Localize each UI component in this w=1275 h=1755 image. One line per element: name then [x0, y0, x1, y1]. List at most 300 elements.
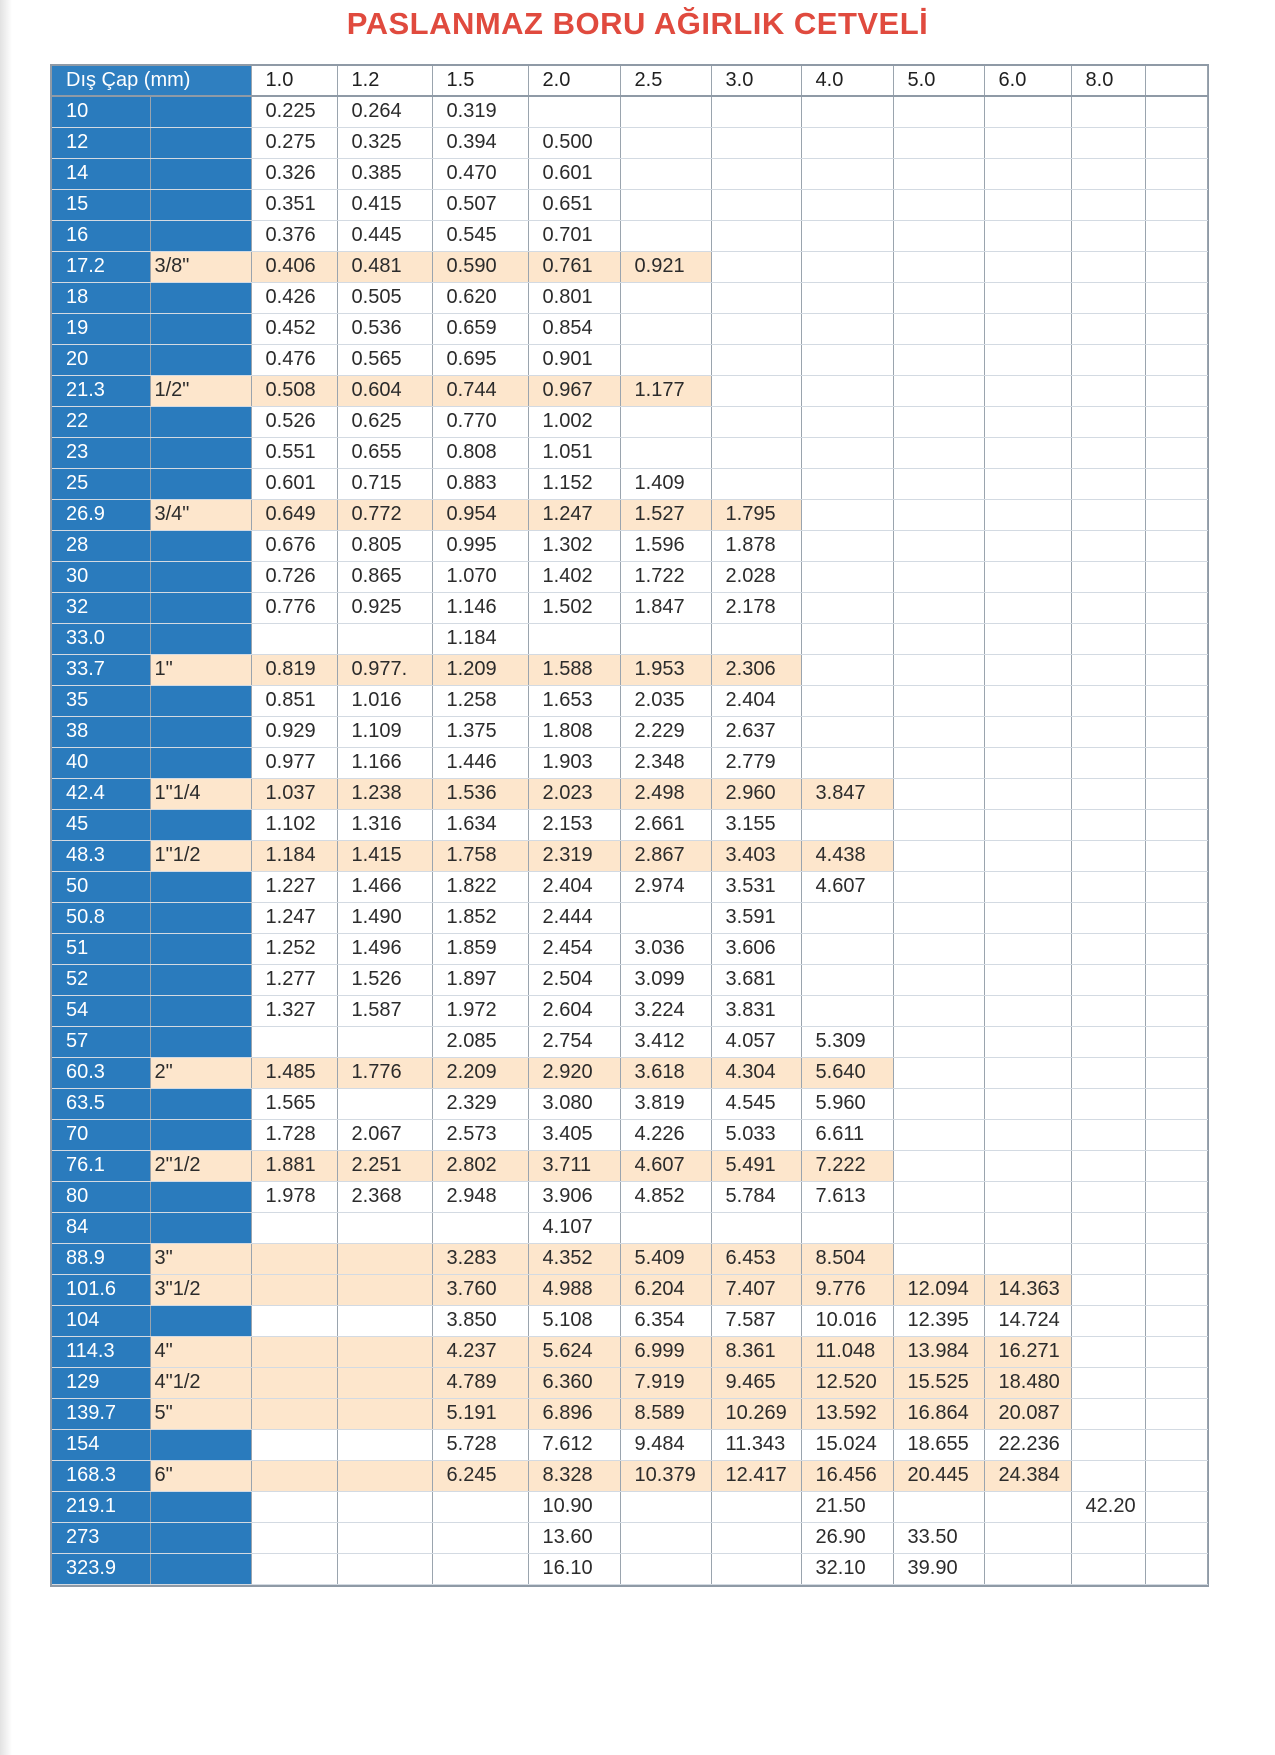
weight-cell	[801, 654, 893, 685]
weight-cell	[337, 1336, 432, 1367]
table-row	[52, 685, 1207, 716]
weight-cell	[1145, 902, 1207, 933]
weight-cell: 1.634	[432, 809, 528, 840]
weight-cell: 1.758	[432, 840, 528, 871]
header-thickness	[1145, 66, 1207, 96]
weight-cell	[1145, 1429, 1207, 1460]
weight-cell: 15.525	[893, 1367, 984, 1398]
weight-cell: 3.618	[620, 1057, 711, 1088]
outer-diameter-cell: 19	[52, 313, 150, 344]
weight-cell: 0.551	[251, 437, 337, 468]
weight-cell	[893, 840, 984, 871]
weight-cell: 0.601	[528, 158, 620, 189]
weight-cell	[432, 1522, 528, 1553]
inch-size-cell	[150, 1491, 251, 1522]
weight-cell	[801, 1212, 893, 1243]
weight-cell	[984, 282, 1071, 313]
weight-cell	[893, 933, 984, 964]
weight-cell	[337, 1274, 432, 1305]
table-row	[52, 995, 1207, 1026]
table-row	[52, 840, 1207, 871]
weight-cell: 1.903	[528, 747, 620, 778]
inch-size-cell	[150, 1026, 251, 1057]
outer-diameter-cell: 17.2	[52, 251, 150, 282]
weight-cell: 6.453	[711, 1243, 801, 1274]
weight-cell	[711, 468, 801, 499]
weight-cell	[984, 902, 1071, 933]
weight-cell: 5.033	[711, 1119, 801, 1150]
weight-cell: 5.728	[432, 1429, 528, 1460]
weight-cell: 3.403	[711, 840, 801, 871]
weight-cell	[620, 1522, 711, 1553]
weight-cell	[620, 1553, 711, 1584]
weight-cell	[1071, 220, 1145, 251]
weight-cell	[1145, 1460, 1207, 1491]
weight-cell	[801, 995, 893, 1026]
weight-cell: 14.363	[984, 1274, 1071, 1305]
weight-cell	[1145, 313, 1207, 344]
weight-cell: 24.384	[984, 1460, 1071, 1491]
weight-cell: 1.302	[528, 530, 620, 561]
weight-cell: 1.037	[251, 778, 337, 809]
inch-size-cell	[150, 1181, 251, 1212]
weight-cell: 0.805	[337, 530, 432, 561]
weight-cell	[984, 127, 1071, 158]
outer-diameter-cell: 168.3	[52, 1460, 150, 1491]
weight-cell: 3.224	[620, 995, 711, 1026]
weight-cell: 14.724	[984, 1305, 1071, 1336]
weight-cell: 0.659	[432, 313, 528, 344]
weight-cell	[984, 995, 1071, 1026]
weight-cell	[801, 127, 893, 158]
weight-cell: 0.649	[251, 499, 337, 530]
weight-cell: 1.402	[528, 561, 620, 592]
inch-size-cell: 2"1/2	[150, 1150, 251, 1181]
inch-size-cell	[150, 1429, 251, 1460]
weight-cell: 12.417	[711, 1460, 801, 1491]
weight-cell	[432, 1553, 528, 1584]
table-row	[52, 344, 1207, 375]
weight-cell	[893, 437, 984, 468]
weight-cell	[1145, 995, 1207, 1026]
outer-diameter-cell: 32	[52, 592, 150, 623]
weight-cell	[337, 1367, 432, 1398]
weight-cell	[251, 1026, 337, 1057]
weight-cell: 0.601	[251, 468, 337, 499]
outer-diameter-cell: 219.1	[52, 1491, 150, 1522]
weight-cell	[1071, 1305, 1145, 1336]
weight-cell	[893, 96, 984, 127]
table-row	[52, 1305, 1207, 1336]
table-row	[52, 251, 1207, 282]
outer-diameter-cell: 12	[52, 127, 150, 158]
weight-cell: 13.592	[801, 1398, 893, 1429]
inch-size-cell: 3"1/2	[150, 1274, 251, 1305]
weight-cell	[620, 282, 711, 313]
weight-cell: 2.067	[337, 1119, 432, 1150]
table-row	[52, 282, 1207, 313]
weight-cell: 1.051	[528, 437, 620, 468]
weight-cell: 1.238	[337, 778, 432, 809]
inch-size-cell	[150, 747, 251, 778]
table-row	[52, 1026, 1207, 1057]
outer-diameter-cell: 16	[52, 220, 150, 251]
weight-cell	[801, 592, 893, 623]
weight-cell: 1.588	[528, 654, 620, 685]
weight-cell: 0.995	[432, 530, 528, 561]
inch-size-cell	[150, 902, 251, 933]
weight-cell: 2.348	[620, 747, 711, 778]
table-row	[52, 127, 1207, 158]
weight-cell: 4.226	[620, 1119, 711, 1150]
weight-cell	[432, 1212, 528, 1243]
weight-cell	[1071, 840, 1145, 871]
weight-cell: 1.102	[251, 809, 337, 840]
inch-size-cell	[150, 1522, 251, 1553]
weight-cell	[1145, 1150, 1207, 1181]
weight-cell	[801, 282, 893, 313]
weight-cell: 10.269	[711, 1398, 801, 1429]
weight-cell: 0.851	[251, 685, 337, 716]
weight-cell: 18.655	[893, 1429, 984, 1460]
weight-cell	[1145, 747, 1207, 778]
table-row	[52, 561, 1207, 592]
table-row	[52, 96, 1207, 127]
weight-cell: 0.445	[337, 220, 432, 251]
inch-size-cell	[150, 344, 251, 375]
header-row	[52, 66, 1207, 96]
weight-cell	[893, 995, 984, 1026]
inch-size-cell: 4"	[150, 1336, 251, 1367]
outer-diameter-cell: 139.7	[52, 1398, 150, 1429]
weight-cell: 0.625	[337, 406, 432, 437]
weight-cell	[251, 1212, 337, 1243]
weight-cell: 2.319	[528, 840, 620, 871]
weight-cell: 1.252	[251, 933, 337, 964]
weight-cell: 1.466	[337, 871, 432, 902]
weight-cell: 1.502	[528, 592, 620, 623]
weight-cell	[1145, 1181, 1207, 1212]
outer-diameter-cell: 26.9	[52, 499, 150, 530]
header-thickness: 2.5	[620, 66, 711, 96]
weight-cell	[801, 220, 893, 251]
header-thickness: 6.0	[984, 66, 1071, 96]
weight-cell	[1071, 685, 1145, 716]
inch-size-cell	[150, 1119, 251, 1150]
weight-cell	[984, 871, 1071, 902]
table-row	[52, 1243, 1207, 1274]
weight-cell	[984, 344, 1071, 375]
weight-cell: 2.974	[620, 871, 711, 902]
weight-cell	[893, 1212, 984, 1243]
table-row	[52, 406, 1207, 437]
weight-cell	[984, 964, 1071, 995]
weight-cell: 1.446	[432, 747, 528, 778]
inch-size-cell	[150, 282, 251, 313]
header-thickness: 3.0	[711, 66, 801, 96]
weight-cell: 0.854	[528, 313, 620, 344]
weight-cell	[893, 375, 984, 406]
weight-cell: 3.906	[528, 1181, 620, 1212]
weight-cell: 3.099	[620, 964, 711, 995]
weight-cell	[711, 1212, 801, 1243]
weight-cell	[893, 623, 984, 654]
weight-cell: 32.10	[801, 1553, 893, 1584]
weight-cell: 0.977	[251, 747, 337, 778]
outer-diameter-cell: 45	[52, 809, 150, 840]
outer-diameter-cell: 54	[52, 995, 150, 1026]
weight-cell: 1.596	[620, 530, 711, 561]
weight-cell: 1.258	[432, 685, 528, 716]
inch-size-cell	[150, 592, 251, 623]
weight-cell: 3.711	[528, 1150, 620, 1181]
weight-cell	[1071, 716, 1145, 747]
weight-cell	[337, 1088, 432, 1119]
weight-cell: 0.452	[251, 313, 337, 344]
weight-cell: 8.589	[620, 1398, 711, 1429]
weight-cell	[893, 1026, 984, 1057]
weight-cell	[984, 592, 1071, 623]
weight-cell	[801, 313, 893, 344]
weight-cell: 0.808	[432, 437, 528, 468]
weight-cell: 0.536	[337, 313, 432, 344]
weight-cell: 0.526	[251, 406, 337, 437]
weight-cell: 0.394	[432, 127, 528, 158]
outer-diameter-cell: 63.5	[52, 1088, 150, 1119]
weight-cell: 3.412	[620, 1026, 711, 1057]
weight-cell	[801, 809, 893, 840]
weight-cell: 0.901	[528, 344, 620, 375]
weight-cell	[801, 406, 893, 437]
weight-cell	[620, 437, 711, 468]
weight-cell	[984, 1553, 1071, 1584]
outer-diameter-cell: 25	[52, 468, 150, 499]
weight-cell	[801, 530, 893, 561]
weight-cell	[1145, 282, 1207, 313]
weight-cell: 13.984	[893, 1336, 984, 1367]
weight-cell	[337, 1398, 432, 1429]
weight-cell	[801, 468, 893, 499]
outer-diameter-cell: 15	[52, 189, 150, 220]
outer-diameter-cell: 104	[52, 1305, 150, 1336]
weight-cell: 0.744	[432, 375, 528, 406]
inch-size-cell	[150, 623, 251, 654]
weight-cell	[984, 1088, 1071, 1119]
outer-diameter-cell: 50	[52, 871, 150, 902]
outer-diameter-cell: 21.3	[52, 375, 150, 406]
weight-cell	[1071, 1398, 1145, 1429]
weight-cell: 0.426	[251, 282, 337, 313]
weight-cell: 0.801	[528, 282, 620, 313]
weight-cell	[893, 220, 984, 251]
table-row	[52, 1367, 1207, 1398]
inch-size-cell	[150, 871, 251, 902]
weight-cell: 2.867	[620, 840, 711, 871]
weight-cell	[801, 685, 893, 716]
weight-cell: 0.319	[432, 96, 528, 127]
weight-cell	[1071, 654, 1145, 685]
weight-cell	[984, 313, 1071, 344]
outer-diameter-cell: 40	[52, 747, 150, 778]
weight-cell: 39.90	[893, 1553, 984, 1584]
weight-cell	[251, 1367, 337, 1398]
inch-size-cell	[150, 561, 251, 592]
weight-cell: 12.094	[893, 1274, 984, 1305]
weight-cell: 0.590	[432, 251, 528, 282]
weight-cell: 1.722	[620, 561, 711, 592]
weight-cell	[1071, 1274, 1145, 1305]
weight-cell: 8.328	[528, 1460, 620, 1491]
header-outer-diameter: Dış Çap (mm)	[52, 66, 251, 96]
weight-cell: 4.607	[801, 871, 893, 902]
weight-cell	[984, 1057, 1071, 1088]
inch-size-cell: 4"1/2	[150, 1367, 251, 1398]
weight-cell	[893, 809, 984, 840]
table-row	[52, 158, 1207, 189]
weight-cell	[893, 685, 984, 716]
weight-cell	[1145, 1119, 1207, 1150]
weight-cell: 5.784	[711, 1181, 801, 1212]
table-row	[52, 499, 1207, 530]
weight-cell: 1.485	[251, 1057, 337, 1088]
weight-cell: 1.327	[251, 995, 337, 1026]
weight-cell	[984, 561, 1071, 592]
weight-cell	[620, 623, 711, 654]
weight-cell: 4.852	[620, 1181, 711, 1212]
table-row	[52, 468, 1207, 499]
weight-cell	[801, 561, 893, 592]
weight-cell: 0.921	[620, 251, 711, 282]
scan-edge-shadow	[0, 0, 12, 1755]
weight-cell: 2.498	[620, 778, 711, 809]
weight-cell: 6.245	[432, 1460, 528, 1491]
weight-cell: 1.209	[432, 654, 528, 685]
weight-cell: 6.999	[620, 1336, 711, 1367]
header-thickness: 8.0	[1071, 66, 1145, 96]
weight-cell: 0.925	[337, 592, 432, 623]
weight-cell	[984, 158, 1071, 189]
table-row	[52, 1398, 1207, 1429]
weight-cell	[711, 1553, 801, 1584]
weight-cell: 3.405	[528, 1119, 620, 1150]
weight-cell	[1071, 375, 1145, 406]
weight-cell: 5.960	[801, 1088, 893, 1119]
weight-cell: 0.326	[251, 158, 337, 189]
weight-cell: 0.954	[432, 499, 528, 530]
weight-cell	[893, 127, 984, 158]
table-row	[52, 1150, 1207, 1181]
weight-cell: 3.080	[528, 1088, 620, 1119]
weight-cell: 6.360	[528, 1367, 620, 1398]
weight-cell: 7.612	[528, 1429, 620, 1460]
outer-diameter-cell: 51	[52, 933, 150, 964]
weight-cell: 4.988	[528, 1274, 620, 1305]
weight-cell: 1.415	[337, 840, 432, 871]
weight-cell	[711, 220, 801, 251]
weight-cell	[337, 1429, 432, 1460]
inch-size-cell	[150, 1088, 251, 1119]
weight-cell	[893, 251, 984, 282]
weight-cell: 18.480	[984, 1367, 1071, 1398]
weight-cell: 0.770	[432, 406, 528, 437]
weight-cell: 1.152	[528, 468, 620, 499]
outer-diameter-cell: 76.1	[52, 1150, 150, 1181]
weight-cell: 2.661	[620, 809, 711, 840]
table-row	[52, 902, 1207, 933]
weight-cell	[1145, 251, 1207, 282]
weight-cell	[1145, 778, 1207, 809]
weight-cell	[1145, 1553, 1207, 1584]
weight-cell: 2.573	[432, 1119, 528, 1150]
weight-cell	[620, 406, 711, 437]
weight-cell	[337, 1460, 432, 1491]
weight-cell	[1145, 685, 1207, 716]
weight-cell	[1145, 127, 1207, 158]
weight-cell: 9.484	[620, 1429, 711, 1460]
weight-cell	[1071, 1088, 1145, 1119]
weight-cell: 0.651	[528, 189, 620, 220]
outer-diameter-cell: 30	[52, 561, 150, 592]
outer-diameter-cell: 323.9	[52, 1553, 150, 1584]
weight-cell	[620, 344, 711, 375]
weight-cell	[984, 1119, 1071, 1150]
weight-cell: 0.676	[251, 530, 337, 561]
weight-cell	[337, 623, 432, 654]
weight-cell: 0.865	[337, 561, 432, 592]
weight-cell	[1071, 344, 1145, 375]
weight-cell	[1071, 530, 1145, 561]
weight-cell	[1071, 1057, 1145, 1088]
weight-cell: 4.107	[528, 1212, 620, 1243]
weight-cell	[984, 685, 1071, 716]
outer-diameter-cell: 57	[52, 1026, 150, 1057]
weight-cell: 9.465	[711, 1367, 801, 1398]
weight-cell	[1145, 964, 1207, 995]
weight-cell	[1145, 716, 1207, 747]
weight-cell: 15.024	[801, 1429, 893, 1460]
table-row	[52, 1274, 1207, 1305]
weight-cell	[620, 96, 711, 127]
table-row	[52, 933, 1207, 964]
outer-diameter-cell: 28	[52, 530, 150, 561]
weight-cell: 33.50	[893, 1522, 984, 1553]
weight-cell	[1145, 840, 1207, 871]
weight-cell	[711, 189, 801, 220]
weight-cell	[893, 282, 984, 313]
weight-cell: 3.283	[432, 1243, 528, 1274]
weight-cell	[337, 1522, 432, 1553]
weight-cell	[893, 902, 984, 933]
table-row	[52, 747, 1207, 778]
inch-size-cell	[150, 809, 251, 840]
weight-cell	[711, 96, 801, 127]
weight-cell: 1.166	[337, 747, 432, 778]
weight-cell	[528, 623, 620, 654]
weight-cell: 0.275	[251, 127, 337, 158]
table-row	[52, 623, 1207, 654]
weight-cell: 3.819	[620, 1088, 711, 1119]
weight-cell	[251, 1274, 337, 1305]
weight-cell	[1071, 1119, 1145, 1150]
weight-cell	[801, 158, 893, 189]
weight-cell: 1.177	[620, 375, 711, 406]
weight-cell: 2.404	[528, 871, 620, 902]
weight-cell: 0.500	[528, 127, 620, 158]
inch-size-cell: 2"	[150, 1057, 251, 1088]
weight-cell	[1071, 1243, 1145, 1274]
inch-size-cell	[150, 468, 251, 499]
weight-cell	[1145, 1491, 1207, 1522]
